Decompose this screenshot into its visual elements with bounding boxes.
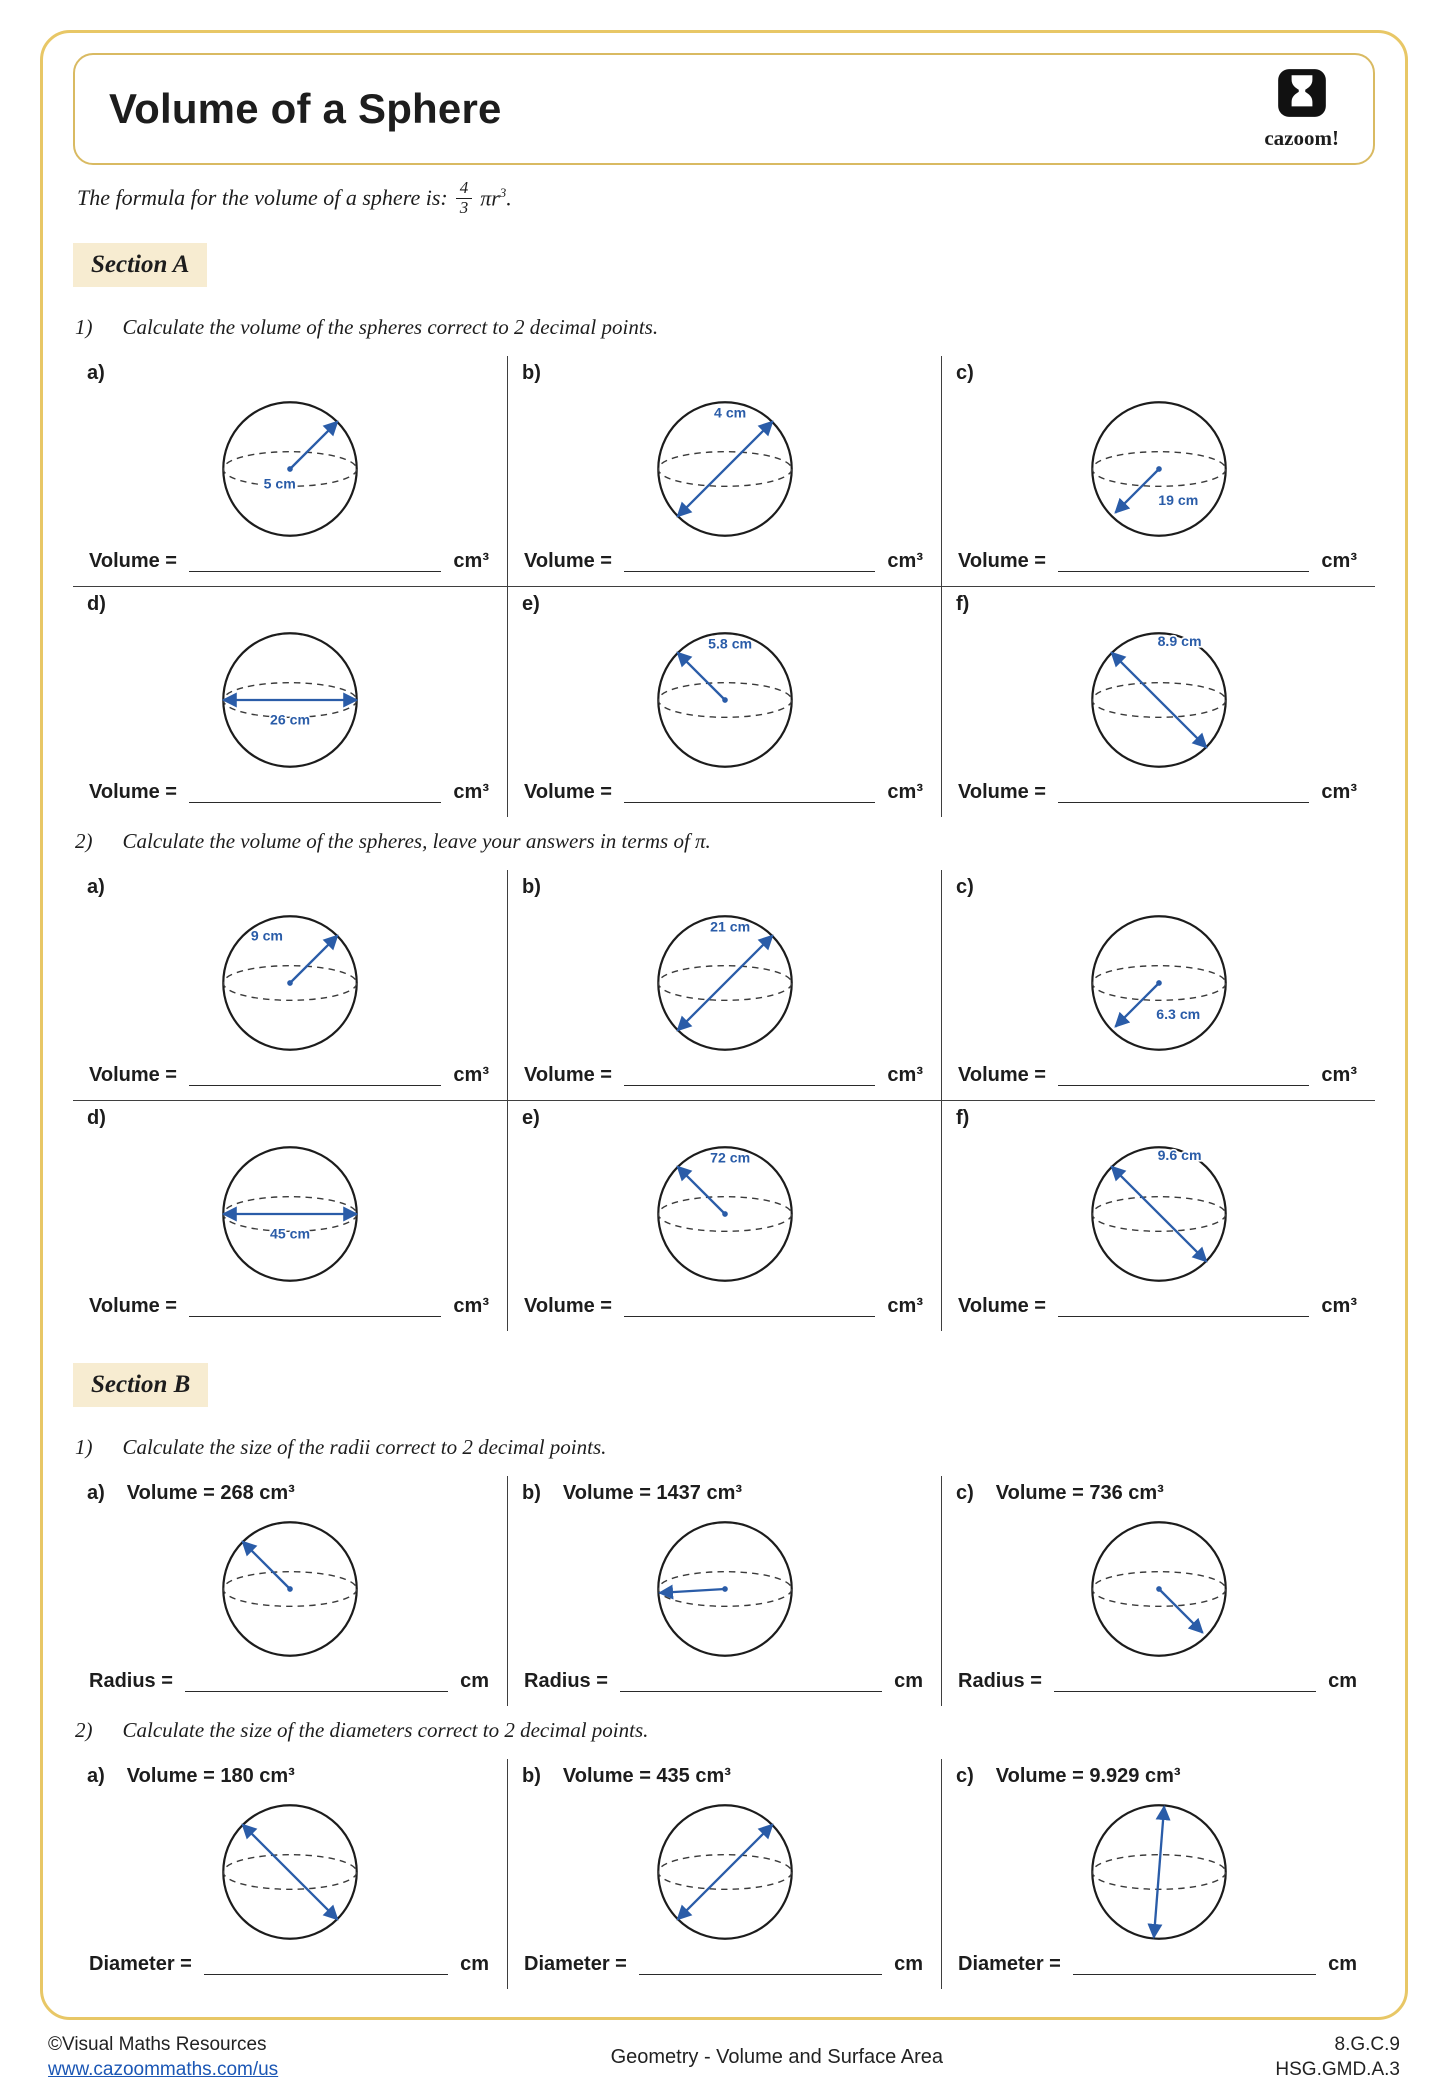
section-b-heading: Section B [73,1363,208,1407]
answer-unit: cm [1328,1670,1357,1693]
question-text: Calculate the size of the radii correct to 2 decimal points. [122,1435,607,1460]
sphere-diagram [1082,1137,1236,1291]
answer-unit: cm³ [453,550,489,573]
header [73,53,1375,165]
answer-row [956,1064,1361,1088]
answer-row [522,1953,927,1977]
answer-blank[interactable] [1058,1310,1309,1317]
answer-row [87,1953,493,1977]
problem-letter: d) [87,1107,106,1130]
qb2-row [73,1759,1375,1989]
footer-left [48,2034,278,2081]
section-b-question-1 [73,1435,1375,1706]
given-volume: Volume = 9.929 cm³ [995,1765,1181,1788]
answer-unit: cm³ [887,550,923,573]
problem-letter: f) [956,593,970,616]
qb2-prompt [75,1718,1375,1743]
answer-unit: cm [460,1953,489,1976]
sphere-diagram [648,1137,802,1291]
section-a-question-2 [73,829,1375,1331]
answer-row [87,550,493,574]
svg-text:19 cm: 19 cm [1157,492,1198,509]
worksheet-frame [40,30,1408,2020]
sphere-diagram [1082,906,1236,1060]
answer-label: Radius = [524,1670,608,1693]
question-text: Calculate the volume of the spheres correct to 2 decimal points. [122,315,659,340]
brand-name: cazoom! [1264,126,1339,150]
answer-label: Volume = [524,781,612,804]
answer-label: Diameter = [524,1953,627,1976]
section-b-question-2 [73,1718,1375,1989]
svg-text:9 cm: 9 cm [250,928,283,945]
fraction-numerator: 4 [456,179,473,199]
answer-label: Volume = [89,781,177,804]
answer-row [956,781,1361,805]
problem-a1c [941,356,1375,586]
answer-unit: cm³ [453,1064,489,1087]
answer-row [522,1064,927,1088]
section-a-question-1 [73,315,1375,817]
answer-unit: cm [460,1670,489,1693]
qb1-prompt [75,1435,1375,1460]
answer-unit: cm³ [887,1064,923,1087]
question-text: Calculate the size of the diameters correct to 2 decimal points. [122,1718,649,1743]
problem-letter: e) [522,593,540,616]
answer-blank[interactable] [189,1310,441,1317]
problem-a1e [507,587,941,817]
question-number: 2) [75,1718,93,1743]
sphere-diagram [1082,1795,1236,1949]
website-link[interactable]: www.cazoommaths.com/us [48,2059,279,2081]
footer [48,2034,1400,2081]
problem-letter: a) [87,1482,105,1505]
problem-a1d [73,587,507,817]
problem-a2e [507,1101,941,1331]
standard-code-1: 8.G.C.9 [1334,2034,1400,2056]
problem-a2a [73,870,507,1100]
given-volume: Volume = 736 cm³ [995,1482,1164,1505]
qa2-row-1 [73,870,1375,1100]
answer-label: Volume = [958,1064,1046,1087]
problem-letter: c) [956,1765,974,1788]
answer-blank[interactable] [189,796,441,803]
answer-unit: cm [894,1953,923,1976]
problem-letter: c) [956,876,974,899]
svg-text:9.6 cm: 9.6 cm [1157,1147,1202,1164]
answer-label: Volume = [958,1295,1046,1318]
answer-label: Volume = [958,781,1046,804]
answer-unit: cm³ [887,781,923,804]
section-a-heading: Section A [73,243,207,287]
answer-row [87,1670,493,1694]
given-volume: Volume = 180 cm³ [126,1765,295,1788]
svg-text:72 cm: 72 cm [709,1150,750,1167]
sphere-diagram [648,906,802,1060]
qa2-row-2 [73,1100,1375,1331]
sphere-diagram [1082,392,1236,546]
answer-label: Radius = [89,1670,173,1693]
problem-letter: a) [87,876,105,899]
answer-unit: cm³ [1321,781,1357,804]
svg-text:8.9 cm: 8.9 cm [1157,633,1202,650]
answer-row [87,1295,493,1319]
answer-label: Volume = [524,1064,612,1087]
problem-b1b [507,1476,941,1706]
qa1-row-2 [73,586,1375,817]
sphere-diagram [213,906,367,1060]
sphere-diagram [1082,1512,1236,1666]
qa1-prompt [75,315,1375,340]
formula-term: $\pi r^3$. [480,185,512,211]
sphere-diagram [213,1512,367,1666]
answer-unit: cm³ [887,1295,923,1318]
formula-line [77,179,1371,217]
svg-text:21 cm: 21 cm [709,919,750,936]
answer-blank[interactable] [204,1968,448,1975]
question-number: 2) [75,829,93,854]
problem-letter: d) [87,593,106,616]
problem-a2c [941,870,1375,1100]
svg-text:5.8 cm: 5.8 cm [707,636,752,653]
answer-label: Volume = [89,1064,177,1087]
answer-blank[interactable] [1058,565,1309,572]
answer-blank[interactable] [624,796,875,803]
answer-unit: cm³ [1321,550,1357,573]
answer-unit: cm³ [1321,1064,1357,1087]
answer-blank[interactable] [189,565,441,572]
answer-label: Volume = [958,550,1046,573]
problem-letter: b) [522,362,541,385]
sphere-diagram [213,1137,367,1291]
question-number: 1) [75,315,93,340]
formula-prefix: The formula for the volume of a sphere is: [77,185,448,211]
answer-blank[interactable] [1054,1685,1316,1692]
formula-fraction [456,179,473,217]
problem-letter: a) [87,362,105,385]
answer-blank[interactable] [1058,1079,1309,1086]
answer-blank[interactable] [639,1968,882,1975]
problem-letter: a) [87,1765,105,1788]
footer-topic: Geometry - Volume and Surface Area [610,2046,943,2069]
answer-unit: cm³ [453,781,489,804]
svg-text:45 cm: 45 cm [269,1225,311,1242]
answer-unit: cm³ [453,1295,489,1318]
copyright-text: ©Visual Maths Resources [48,2034,267,2056]
fraction-denominator: 3 [459,197,469,217]
qb1-row [73,1476,1375,1706]
problem-a1f [941,587,1375,817]
answer-row [522,550,927,574]
svg-text:4 cm: 4 cm [713,405,746,422]
problem-a2d [73,1101,507,1331]
answer-label: Volume = [89,550,177,573]
cazoom-hourglass-icon [1276,67,1328,124]
given-volume: Volume = 435 cm³ [562,1765,731,1788]
answer-row [87,1064,493,1088]
svg-text:26 cm: 26 cm [269,711,311,728]
problem-a1b [507,356,941,586]
sphere-diagram [1082,623,1236,777]
answer-blank[interactable] [1073,1968,1316,1975]
problem-a2b [507,870,941,1100]
problem-b2b [507,1759,941,1989]
answer-unit: cm³ [1321,1295,1357,1318]
question-number: 1) [75,1435,93,1460]
problem-letter: c) [956,1482,974,1505]
svg-text:6.3 cm: 6.3 cm [1155,1006,1200,1023]
answer-blank[interactable] [1058,796,1309,803]
answer-label: Volume = [524,550,612,573]
qa2-prompt [75,829,1375,854]
given-volume: Volume = 268 cm³ [126,1482,295,1505]
problem-letter: b) [522,876,541,899]
problem-letter: b) [522,1482,541,1505]
answer-row [956,1295,1361,1319]
standard-code-2: HSG.GMD.A.3 [1275,2059,1400,2081]
answer-row [522,1670,927,1694]
given-volume: Volume = 1437 cm³ [562,1482,743,1505]
brand-logo [1264,67,1339,151]
answer-blank[interactable] [624,565,875,572]
sphere-diagram [213,623,367,777]
problem-b1a [73,1476,507,1706]
answer-row [956,550,1361,574]
problem-a1a [73,356,507,586]
answer-blank[interactable] [185,1685,448,1692]
sphere-diagram [648,1512,802,1666]
sphere-diagram [648,1795,802,1949]
answer-row [956,1670,1361,1694]
answer-blank[interactable] [620,1685,882,1692]
footer-standards [1275,2034,1400,2081]
sphere-diagram [648,392,802,546]
problem-letter: e) [522,1107,540,1130]
qa1-row-1 [73,356,1375,586]
answer-label: Diameter = [89,1953,192,1976]
sphere-diagram [648,623,802,777]
answer-label: Volume = [524,1295,612,1318]
sphere-diagram [213,392,367,546]
problem-b2c [941,1759,1375,1989]
answer-label: Radius = [958,1670,1042,1693]
answer-label: Volume = [89,1295,177,1318]
answer-unit: cm [894,1670,923,1693]
answer-row [87,781,493,805]
problem-letter: c) [956,362,974,385]
problem-b1c [941,1476,1375,1706]
answer-row [956,1953,1361,1977]
answer-blank[interactable] [624,1079,875,1086]
question-text: Calculate the volume of the spheres, leave your answers in terms of π. [122,829,711,854]
problem-a2f [941,1101,1375,1331]
answer-row [522,1295,927,1319]
problem-letter: b) [522,1765,541,1788]
answer-blank[interactable] [624,1310,875,1317]
page-title: Volume of a Sphere [109,85,502,132]
answer-label: Diameter = [958,1953,1061,1976]
problem-b2a [73,1759,507,1989]
problem-letter: f) [956,1107,970,1130]
answer-blank[interactable] [189,1079,441,1086]
svg-text:5 cm: 5 cm [263,475,296,492]
sphere-diagram [213,1795,367,1949]
answer-row [522,781,927,805]
answer-unit: cm [1328,1953,1357,1976]
